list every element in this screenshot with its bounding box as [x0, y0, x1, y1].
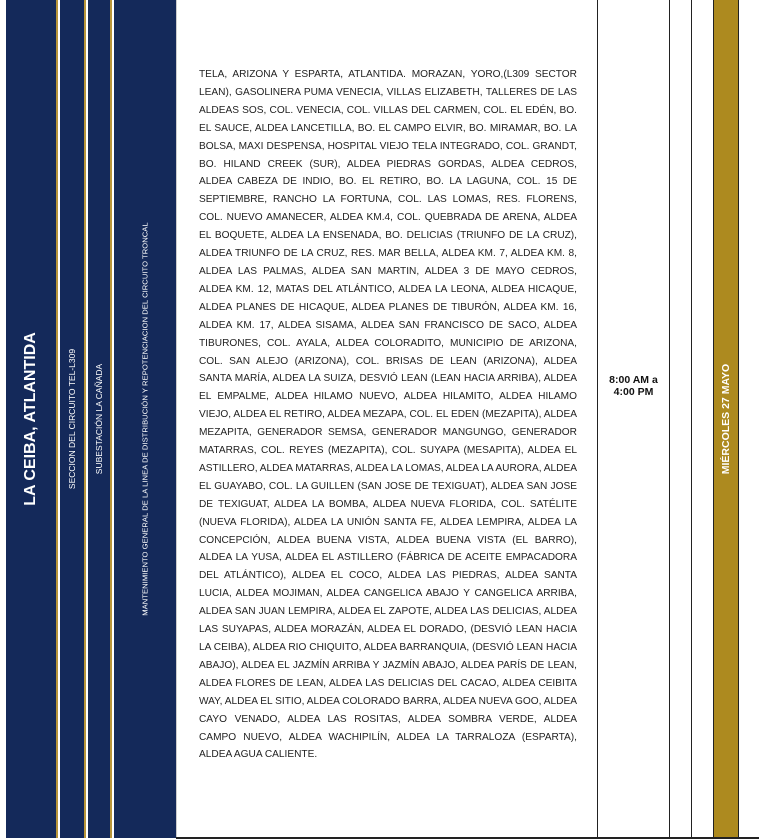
empty-cell	[738, 0, 759, 838]
substation-cell	[88, 0, 112, 838]
affected-areas-text: TELA, ARIZONA Y ESPARTA, ATLANTIDA. MORAZAN, YORO,(L309 SECTOR LEAN), GASOLINERA PUMA VENECIA, VILLAS ELIZABETH, TALLERES DE LAS ALDEAS SOS, COL. VENECIA, COL. VILLAS DEL CARMEN, COL. EL EDÉN, BO. EL SAUCE, ALDEA LANCETILLA, BO. EL CAMPO ELVIR, BO. MIRAMAR, BO. LA BOLSA, MAXI DESPENSA, HOSPITAL VIEJO TELA INTEGRADO, COL. GRANDT, BO. HILAND CREEK (SUR), ALDEA PIEDRAS GORDAS, ALDEA CEDROS, ALDEA CABEZA DE INDIO, BO. EL RETIRO, BO. LA LAGUNA, COL. 15 DE SEPTIEMBRE, RANCHO LA FORTUNA, COL. LAS LOMAS, RES. FLORENS, COL. NUEVO AMANECER, ALDEA KM.4, COL. QUEBRADA DE ARENA, ALDEA EL BOQUETE, ALDEA LA ENSENADA, BO. DELICIAS (TRIUNFO DE LA CRUZ), ALDEA TRIUNFO DE LA CRUZ, RES. MAR BELLA, ALDEA KM. 7, ALDEA KM. 8, ALDEA LAS PALMAS, ALDEA SAN MARTIN, ALDEA 3 DE MAYO CEDROS, ALDEA KM. 12, MATAS DEL ATLÁNTICO, ALDEA LA LEONA, ALDEA HICAQUE, ALDEA PLANES DE HICAQUE, ALDEA PLANES DE TIBURÓN, ALDEA KM. 16, ALDEA KM. 17, ALDEA SISAMA, ALDEA SAN FRANCISCO DE SACO, ALDEA TIBURONES, COL. AYALA, ALDEA COLORADITO, MUNICIPIO DE ARIZONA, COL. SAN ALEJO (ARIZONA), COL. BRISAS DE LEAN (ARIZONA), ALDEA SANTA MARÍA, ALDEA LA SUIZA, DESVIÓ LEAN (LEAN HACIA ARRIBA), ALDEA EL EMPALME, ALDEA HILAMO NUEVO, ALDEA HILAMITO, ALDEA HILAMO VIEJO, ALDEA EL RETIRO, ALDEA MEZAPA, COL. EL EDEN (MEZAPITA), ALDEA MEZAPITA, GENERADOR SEMSA, GENERADOR MANGUNGO, GENERADOR MATARRAS, COL. REYES (MEZAPITA), COL. SUYAPA (MESAPITA), ALDEA EL ASTILLERO, ALDEA MATARRAS, ALDEA LA LOMAS, ALDEA LA AURORA, ALDEA EL GUAYABO, COL. LA GUILLEN (SAN JOSE DE TEXIGUAT), ALDEA SAN JOSE DE TEXIGUAT, ALDEA LA BOMBA, ALDEA NUEVA FLORIDA, COL. SATÉLITE (NUEVA FLORIDA), ALDEA LA UNIÓN SANTA FE, ALDEA LEMPIRA, ALDEA LA CONCEPCIÓN, ALDEA BUENA VISTA, ALDEA BUENA VISTA (EL BARRO), ALDEA LA YUSA, ALDEA EL ASTILLERO (FÁBRICA DE ACEITE EMPACADORA DEL ATLÁNTICO), ALDEA EL COCO, ALDEA LAS PIEDRAS, ALDEA SANTA LUCIA, ALDEA MOJIMAN, ALDEA CANGELICA ABAJO Y CANGELICA ARRIBA, ALDEA SAN JUAN LEMPIRA, ALDEA EL ZAPOTE, ALDEA LAS DELICIAS, ALDEA LAS SUYAPAS, ALDEA MORAZÁN, ALDEA EL DORADO, (DESVIÓ LEAN HACIA LA CEIBA), ALDEA RIO CHIQUITO, ALDEA BARRANQUIA, (DESVIÓ LEAN HACIA ABAJO), ALDEA EL JAZMÍN ARRIBA Y JAZMÍN ABAJO, ALDEA PARÍS DE LEAN, ALDEA FLORES DE LEAN, ALDEA LAS DELICIAS DEL CACAO, ALDEA CEIBITA WAY, ALDEA EL SITIO, ALDEA COLORADO BARRA, ALDEA NUEVA GOO, ALDEA CAYO VENADO, ALDEA LAS ROSITAS, ALDEA SOMBRA VERDE, ALDEA CAMPO NUEVO, ALDEA WACHIPILÍN, ALDEA LA TARRALOZA (ESPARTA), ALDEA AGUA CALIENTE.	[199, 69, 577, 761]
work-label: MANTENIMIENTO GENERAL DE LA LINEA DE DISTRIBUCIÓN Y REPOTENCIACION DEL CIRCUITO TRONCAL	[140, 222, 150, 616]
empty-cell	[670, 0, 692, 838]
empty-cell	[692, 0, 714, 838]
time-cell	[598, 0, 670, 838]
table-bottom-border	[176, 837, 759, 839]
affected-areas-cell	[176, 0, 598, 838]
substation-label: SUBESTACIÓN LA CAÑADA	[94, 363, 104, 475]
section-cell	[60, 0, 86, 838]
time-label: 8:00 AM a 4:00 PM	[609, 374, 658, 398]
work-cell	[114, 0, 176, 838]
date-label: MIÉRCOLES 27 MAYO	[720, 363, 732, 475]
region-label: LA CEIBA, ATLANTIDA	[22, 332, 39, 506]
section-label: SECCION DEL CIRCUITO TEL-L309	[67, 348, 77, 490]
region-cell	[6, 0, 58, 838]
date-cell	[714, 0, 738, 838]
